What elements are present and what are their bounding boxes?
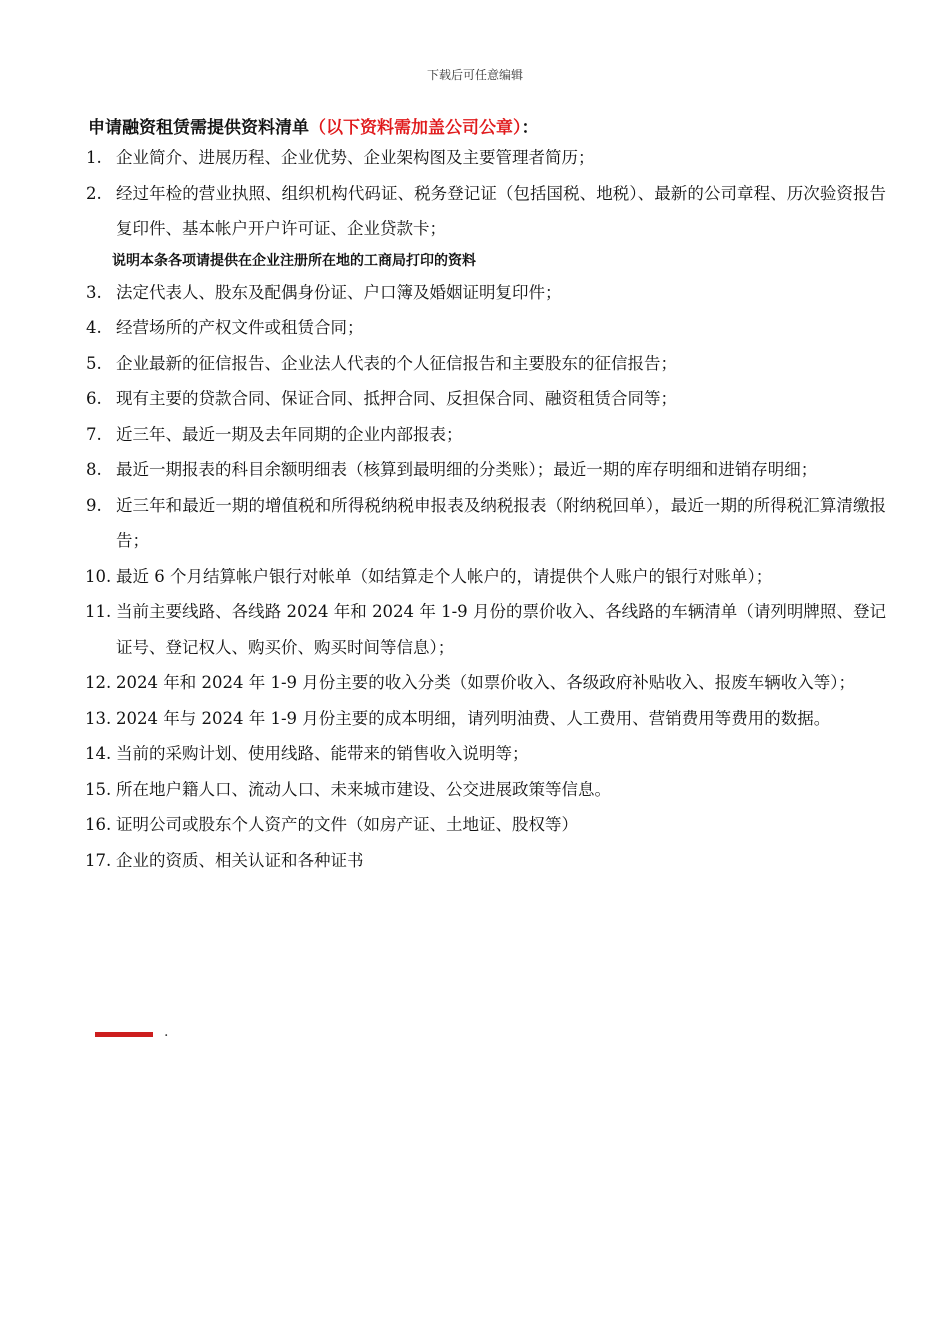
item-text: 经过年检的营业执照、组织机构代码证、税务登记证（包括国税、地税）、最新的公司章程、历次验资报告复印件、基本帐户开户许可证、企业贷款卡；	[116, 183, 886, 238]
item-text: 经营场所的产权文件或租赁合同；	[116, 318, 364, 337]
item-number: 12.	[85, 673, 112, 692]
item-number: 5.	[86, 353, 102, 373]
list-item	[86, 176, 886, 247]
item-number: 14.	[85, 744, 112, 763]
item-number: 17.	[85, 850, 112, 870]
list-item	[86, 772, 886, 808]
item-text: 证明公司或股东个人资产的文件（如房产证、土地证、股权等）	[116, 815, 578, 834]
list-item	[86, 452, 886, 488]
item-text: 2024 年和 2024 年 1-9 月份主要的收入分类（如票价收入、各级政府补贴收入、报废车辆收入等）；	[116, 673, 856, 692]
item-text: 近三年和最近一期的增值税和所得税纳税申报表及纳税报表（附纳税回单），最近一期的所得税汇算清缴报告；	[116, 495, 886, 550]
item-number: 3.	[86, 282, 102, 302]
item-number: 1.	[86, 148, 102, 167]
title-highlight: （以下资料需加盖公司公章）	[309, 118, 522, 138]
list-item	[86, 417, 886, 453]
title-main: 申请融资租赁需提供资料清单	[88, 118, 309, 138]
item-number: 7.	[86, 424, 102, 444]
list-item	[86, 381, 886, 417]
item-text: 2024 年与 2024 年 1-9 月份主要的成本明细，请列明油费、人工费用、营销费用等费用的数据。	[116, 708, 831, 728]
item-number: 13.	[85, 708, 112, 728]
title-suffix: ：	[521, 118, 539, 138]
item-number: 2.	[86, 183, 102, 203]
item-text: 企业简介、进展历程、企业优势、企业架构图及主要管理者简历；	[116, 148, 595, 167]
item-text: 最近一期报表的科目余额明细表（核算到最明细的分类账）；最近一期的库存明细和进销存明细；	[116, 460, 818, 479]
item-text: 企业的资质、相关认证和各种证书	[116, 850, 364, 870]
item-text: 当前主要线路、各线路 2024 年和 2024 年 1-9 月份的票价收入、各线路的车辆清单（请列明牌照、登记证号、登记权人、购买价、购买时间等信息）；	[116, 602, 886, 657]
red-divider-bar	[95, 1032, 153, 1037]
list-item	[86, 736, 886, 772]
list-item	[86, 346, 886, 382]
list-item	[86, 594, 886, 665]
list-item	[86, 665, 886, 701]
requirements-list	[86, 140, 886, 878]
item-text: 当前的采购计划、使用线路、能带来的销售收入说明等；	[116, 744, 529, 763]
page-header: 下载后可任意编辑	[426, 68, 523, 82]
list-item	[86, 140, 886, 176]
list-item	[86, 275, 886, 311]
item-text: 现有主要的贷款合同、保证合同、抵押合同、反担保合同、融资租赁合同等；	[116, 389, 677, 408]
list-item	[86, 310, 886, 346]
item-number: 8.	[86, 460, 102, 479]
item-number: 6.	[86, 389, 102, 408]
list-item	[86, 488, 886, 559]
footer-dot: .	[164, 1024, 169, 1040]
document-title	[88, 117, 888, 139]
list-item	[86, 559, 886, 595]
list-item	[86, 701, 886, 737]
item-text: 最近 6 个月结算帐户银行对帐单（如结算走个人帐户的，请提供个人账户的银行对账单）；	[116, 566, 773, 586]
list-item	[86, 807, 886, 843]
item-number: 10.	[85, 566, 112, 586]
item-number: 4.	[86, 318, 102, 337]
item-text: 近三年、最近一期及去年同期的企业内部报表；	[116, 424, 463, 444]
item-number: 11.	[85, 602, 112, 621]
item-number: 16.	[85, 815, 112, 834]
item-number: 9.	[86, 495, 102, 515]
item-text: 企业最新的征信报告、企业法人代表的个人征信报告和主要股东的征信报告；	[116, 353, 677, 373]
item-number: 15.	[85, 779, 112, 799]
item-text: 法定代表人、股东及配偶身份证、户口簿及婚姻证明复印件；	[116, 282, 562, 302]
item-note: 说明本条各项请提供在企业注册所在地的工商局打印的资料	[112, 252, 476, 269]
list-item	[86, 843, 886, 879]
item-text: 所在地户籍人口、流动人口、未来城市建设、公交进展政策等信息。	[116, 779, 611, 799]
